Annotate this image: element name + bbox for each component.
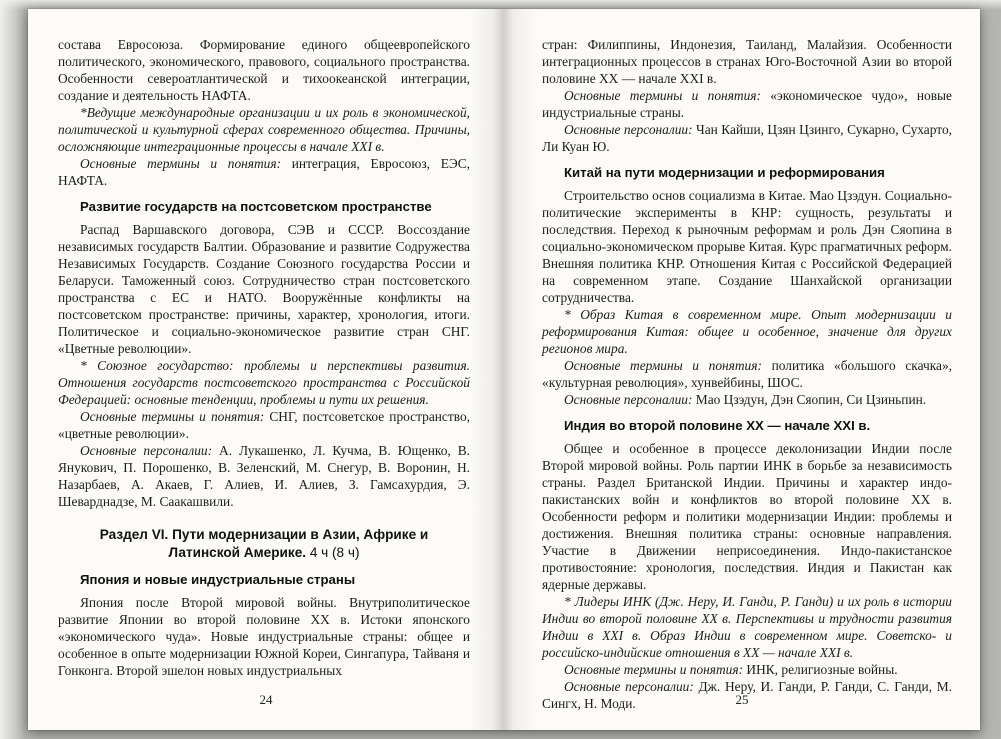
scanner-edge-highlight (0, 0, 24, 739)
lead-label: Основные термины и понятия: (564, 88, 761, 103)
lead-label: Основные термины и понятия: (80, 409, 265, 424)
personalia-line: Основные персоналии: Дж. Неру, И. Ганди, Р. Ганди, С. Ганди, М. Сингх, Н. Моди. (542, 679, 953, 711)
paragraph: * Союзное государство: проблемы и перспективы развития. Отношения государств постсоветского пространства с Российской Федерацией: основные тенденции, проблемы и пути их решения. (58, 358, 470, 407)
terms-line: Основные термины и понятия: ИНК, религиозные войны. (564, 662, 898, 677)
lead-label: Основные термины и понятия: (80, 156, 282, 171)
topic-heading: Развитие государств на постсоветском пространстве (80, 199, 432, 214)
lead-label: Основные персоналии: (564, 679, 694, 694)
page-left-content (28, 9, 504, 679)
paragraph: состава Евросоюза. Формирование единого общеевропейского политического, экономического, правового, социального пространства. Особенности североатлантической и тихоокеанской интеграции, создание и деятельность НАФТА. (58, 37, 470, 103)
lead-label: Основные персоналии: (564, 122, 693, 137)
page-number-right: 25 (735, 692, 749, 707)
page-left (28, 9, 504, 730)
paragraph: стран: Филиппины, Индонезия, Таиланд, Малайзия. Особенности интеграционных процессов в странах Юго-Восточной Азии во второй половине XX — начале XXI в. (542, 37, 952, 86)
section-hours: 4 ч (8 ч) (309, 545, 360, 560)
terms-line: Основные термины и понятия: политика «большого скачка», «культурная революция», хунвейбины, ШОС. (542, 358, 952, 390)
paragraph: * Лидеры ИНК (Дж. Неру, И. Ганди, Р. Ганди) и их роль в истории Индии во второй половине XX в. Перспективы и трудности развития Индии в XXI в. Образ Индии в современном мире. Советско- и российско-индийские отношения в XX — начале XXI в. (542, 594, 952, 660)
paragraph: Общее и особенное в процессе деколонизации Индии после Второй мировой войны. Роль партии ИНК в борьбе за независимость страны. Раздел Британской Индии. Причины и характер индо-пакистанских войн и конфликтов во второй половине XX в. Особенности реформ и политики модернизации Индии: проблемы и достижения. Внешняя политика страны: основные направления. Участие в Движении неприсоединения. Индо-пакистанское противостояние: хронология, последствия. Индия и Пакистан как ядерные державы. (542, 441, 952, 592)
lead-label: Основные термины и понятия: (564, 662, 744, 677)
personalia-line: Основные персоналии: Чан Кайши, Цзян Цзинго, Сукарно, Сухарто, Ли Куан Ю. (542, 122, 952, 154)
topic-heading: Индия во второй половине XX — начале XXI в. (564, 418, 871, 433)
personalia-line: Основные персоналии: Мао Цзэдун, Дэн Сяопин, Си Цзиньпин. (564, 392, 927, 407)
page-right-content (504, 9, 980, 712)
lead-label: Основные персоналии: (564, 392, 693, 407)
page-number-left: 24 (259, 692, 273, 707)
paragraph: Распад Варшавского договора, СЭВ и СССР. Воссоздание независимых государств Балтии. Образование и развитие Содружества Независимых Государств. Создание Союзного государства России и Беларуси. Таможенный союз. Сотрудничество стран постсоветского пространства с ЕС и НАТО. Вооружённые конфликты на постсоветском пространстве: причины, характер, хронология, итоги. Политическое и социально-экономическое развитие стран СНГ. «Цветные революции». (58, 222, 470, 356)
terms-line: Основные термины и понятия: СНГ, постсоветское пространство, «цветные революции». (58, 409, 471, 441)
page-right (504, 9, 980, 730)
section-heading (72, 526, 456, 562)
topic-heading: Япония и новые индустриальные страны (80, 572, 356, 587)
personalia-line: Основные персоналии: А. Лукашенко, Л. Кучма, В. Ющенко, В. Янукович, П. Порошенко, В. Зеленский, М. Снегур, В. Воронин, Н. Назарбаев, А. Акаев, Г. Алиев, И. Алиев, З. Гамсахурдия, Э. Шеварднадзе, М. Саакашвили. (58, 443, 471, 509)
terms-line: Основные термины и понятия: «экономическое чудо», новые индустриальные страны. (542, 88, 952, 120)
book-spread (28, 9, 980, 730)
topic-heading: Китай на пути модернизации и реформирования (564, 165, 885, 180)
paragraph: Япония после Второй мировой войны. Внутриполитическое развитие Японии во второй половине XX в. Истоки японского «экономического чуда». Новые индустриальные страны: общее и особенное в опыте модернизации Южной Кореи, Сингапура, Тайваня и Гонконга. Второй эшелон новых индустриальных (58, 595, 470, 678)
lead-label: Основные термины и понятия: (564, 358, 762, 373)
paragraph: *Ведущие международные организации и их роль в экономической, политической и культурной сферах современного общества. Причины, осложняющие интеграционные процессы в начале XXI в. (58, 105, 470, 154)
terms-line: Основные термины и понятия: интеграция, Евросоюз, ЕЭС, НАФТА. (58, 156, 470, 188)
paragraph: * Образ Китая в современном мире. Опыт модернизации и реформирования Китая: общее и особенное, значение для других регионов мира. (542, 307, 952, 356)
section-title: Раздел VI. Пути модернизации в Азии, Африке и Латинской Америке. (99, 527, 429, 560)
paragraph: Строительство основ социализма в Китае. Мао Цзэдун. Социально-политические эксперименты в КНР: сущность, результаты и последствия. Переход к рыночным реформам и роль Дэн Сяопина в социально-экономическом прорыве Китая. Курс прагматичных реформ. Внешняя политика КНР. Отношения Китая с Российской Федерацией на современном этапе. Создание Шанхайской организации сотрудничества. (542, 188, 952, 305)
lead-label: Основные персоналии: (80, 443, 213, 458)
